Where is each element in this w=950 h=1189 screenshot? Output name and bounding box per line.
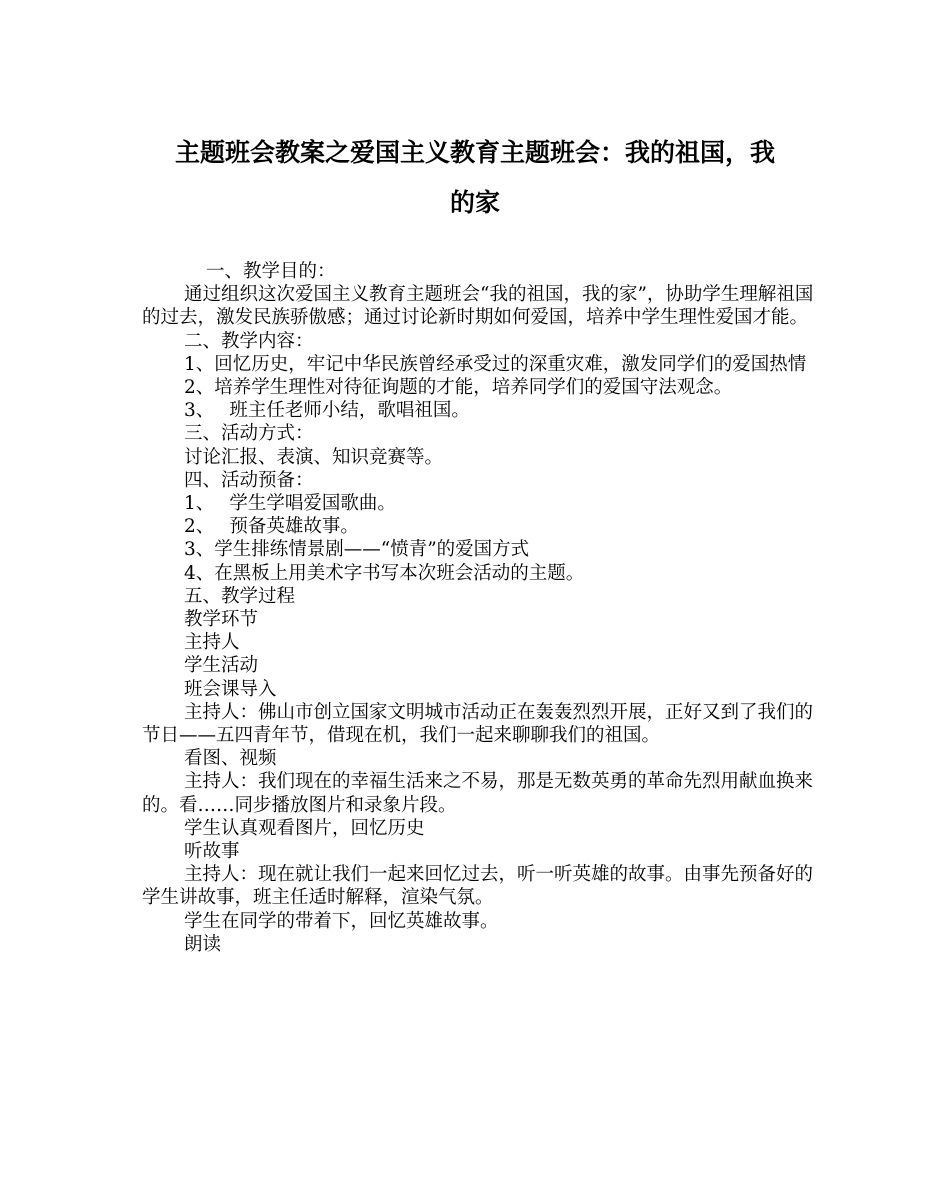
student-story-text: 学生在同学的带着下，回忆英雄故事。	[184, 910, 499, 932]
document-body	[142, 260, 814, 956]
paragraph-goal-text: 通过组织这次爱国主义教育主题班会“我的祖国，我的家”，协助学生理解祖国的过去，激发民族骄傲感；通过讨论新时期如何爱国，培养中学生理性爱国才能。	[142, 284, 814, 329]
host-story-text: 主持人：现在就让我们一起来回忆过去，听一听英雄的故事。由事先预备好的学生讲故事，班主任适时解释，渲染气氛。	[142, 864, 814, 909]
process-step-read: 朗读	[184, 933, 222, 955]
prep-item-3: 3、学生排练情景剧——“愤青”的爱国方式	[184, 539, 530, 561]
document-title	[120, 128, 830, 228]
prep-item-4: 4、在黑板上用美术字书写本次班会活动的主题。	[184, 562, 585, 584]
host-watch-text: 主持人：我们现在的幸福生活来之不易，那是无数英勇的革命先烈用献血换来的。看……同步播放图片和录象片段。	[142, 771, 814, 816]
process-label-step: 教学环节	[184, 609, 259, 631]
title-line-2: 的家	[449, 188, 500, 217]
heading-teaching-content: 二、教学内容：	[184, 330, 314, 352]
student-watch-text: 学生认真观看图片，回忆历史	[184, 817, 425, 839]
process-step-story: 听故事	[184, 841, 240, 863]
content-item-3: 3、 班主任老师小结，歌唱祖国。	[184, 400, 470, 422]
heading-activity-method: 三、活动方式：	[184, 423, 314, 445]
host-intro-text: 主持人：佛山市创立国家文明城市活动正在轰轰烈烈开展，正好又到了我们的节日——五四青年节，借现在机，我们一起来聊聊我们的祖国。	[142, 701, 814, 747]
title-line-1: 主题班会教案之爱国主义教育主题班会：我的祖国，我	[174, 138, 775, 167]
prep-item-2: 2、 预备英雄故事。	[184, 516, 359, 538]
heading-teaching-process: 五、教学过程	[184, 585, 296, 607]
heading-teaching-goal: 一、教学目的：	[206, 261, 336, 282]
activity-method-text: 讨论汇报、表演、知识竞赛等。	[184, 446, 444, 468]
content-item-2: 2、培养学生理性对待征询题的才能，培养同学们的爱国守法观念。	[184, 377, 733, 399]
process-label-student: 学生活动	[184, 655, 259, 677]
content-item-1: 1、回忆历史，牢记中华民族曾经承受过的深重灾难，激发同学们的爱国热情	[184, 353, 807, 375]
process-label-host: 主持人	[184, 632, 240, 654]
process-step-intro: 班会课导入	[184, 678, 277, 700]
prep-item-1: 1、 学生学唱爱国歌曲。	[184, 493, 396, 515]
process-step-watch: 看图、视频	[184, 748, 277, 770]
heading-activity-prep: 四、活动预备：	[184, 469, 314, 491]
